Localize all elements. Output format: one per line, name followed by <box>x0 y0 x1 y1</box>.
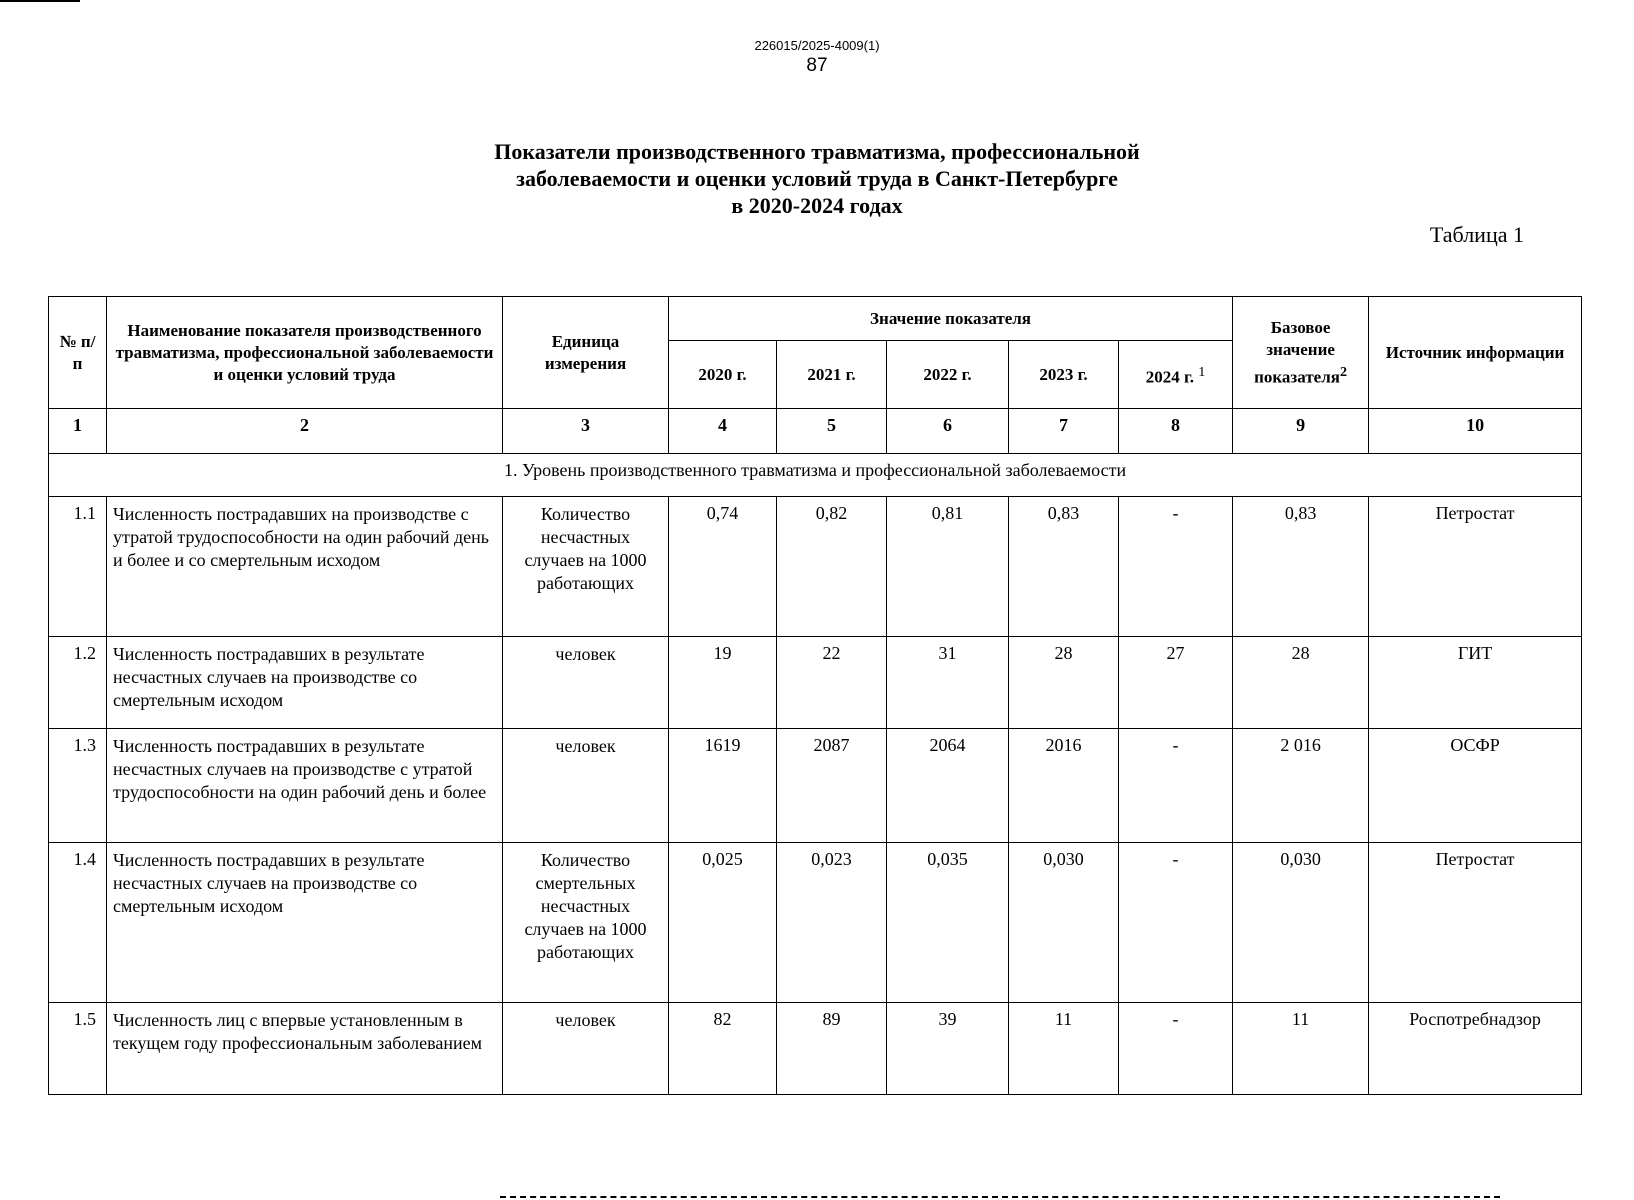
column-numbers-row <box>49 409 1582 454</box>
header-values-group: Значение показателя <box>669 297 1233 341</box>
row-value-2023: 2016 <box>1009 729 1119 843</box>
header-year-2022: 2022 г. <box>887 341 1009 409</box>
row-value-2024: 27 <box>1119 637 1233 729</box>
row-value-2021: 0,023 <box>777 843 887 1003</box>
row-source: Роспотребнадзор <box>1369 1003 1582 1095</box>
row-value-2022: 2064 <box>887 729 1009 843</box>
document-title <box>0 138 1634 219</box>
row-value-2023: 28 <box>1009 637 1119 729</box>
row-pp: 1.3 <box>49 729 107 843</box>
row-pp: 1.4 <box>49 843 107 1003</box>
row-value-2021: 0,82 <box>777 497 887 637</box>
row-indicator-name: Численность пострадавших в результате несчастных случаев на производстве со смертельным исходом <box>107 843 503 1003</box>
title-line-3: в 2020-2024 годах <box>731 193 903 218</box>
row-value-2022: 39 <box>887 1003 1009 1095</box>
row-value-2022: 0,81 <box>887 497 1009 637</box>
row-unit: Количество несчастных случаев на 1000 работающих <box>503 497 669 637</box>
page-bottom-divider <box>500 1196 1500 1200</box>
row-source: ОСФР <box>1369 729 1582 843</box>
row-indicator-name: Численность пострадавших на производстве с утратой трудоспособности на один рабочий день и более и со смертельным исходом <box>107 497 503 637</box>
row-value-2023: 11 <box>1009 1003 1119 1095</box>
column-number: 8 <box>1119 409 1233 454</box>
row-base-value: 2 016 <box>1233 729 1369 843</box>
column-number: 2 <box>107 409 503 454</box>
row-pp: 1.1 <box>49 497 107 637</box>
document-registration-number: 226015/2025-4009(1) <box>754 38 880 53</box>
row-pp: 1.2 <box>49 637 107 729</box>
row-source: Петростат <box>1369 843 1582 1003</box>
row-value-2020: 0,025 <box>669 843 777 1003</box>
table-label: Таблица 1 <box>1429 222 1524 247</box>
row-value-2022: 0,035 <box>887 843 1009 1003</box>
row-base-value: 0,030 <box>1233 843 1369 1003</box>
section-title: 1. Уровень производственного травматизма и профессиональной заболеваемости <box>49 454 1582 497</box>
column-number: 1 <box>49 409 107 454</box>
row-value-2024: - <box>1119 497 1233 637</box>
table-row <box>49 637 1582 729</box>
scan-edge-mark <box>0 0 80 2</box>
header-year-2024 <box>1119 341 1233 409</box>
row-indicator-name: Численность лиц с впервые установленным в текущем году профессиональным заболеванием <box>107 1003 503 1095</box>
row-value-2024: - <box>1119 729 1233 843</box>
row-pp: 1.5 <box>49 1003 107 1095</box>
indicators-table <box>48 296 1582 1095</box>
row-unit: Количество смертельных несчастных случаев на 1000 работающих <box>503 843 669 1003</box>
row-base-value: 11 <box>1233 1003 1369 1095</box>
table-row <box>49 729 1582 843</box>
header-base-value <box>1233 297 1369 409</box>
table-row <box>49 1003 1582 1095</box>
row-unit: человек <box>503 729 669 843</box>
row-base-value: 28 <box>1233 637 1369 729</box>
column-number: 10 <box>1369 409 1582 454</box>
row-value-2020: 82 <box>669 1003 777 1095</box>
title-line-1: Показатели производственного травматизма, профессиональной <box>494 139 1140 164</box>
row-source: ГИТ <box>1369 637 1582 729</box>
row-value-2022: 31 <box>887 637 1009 729</box>
row-unit: человек <box>503 1003 669 1095</box>
header-year-2023: 2023 г. <box>1009 341 1119 409</box>
row-indicator-name: Численность пострадавших в результате несчастных случаев на производстве с утратой трудоспособности на один рабочий день и более <box>107 729 503 843</box>
row-source: Петростат <box>1369 497 1582 637</box>
row-value-2024: - <box>1119 1003 1233 1095</box>
header-indicator-name: Наименование показателя производственного травматизма, профессиональной заболеваемости и оценки условий труда <box>107 297 503 409</box>
column-number: 7 <box>1009 409 1119 454</box>
table-row <box>49 843 1582 1003</box>
header-base-footnote: 2 <box>1339 363 1348 380</box>
header-source: Источник информации <box>1369 297 1582 409</box>
header-base-text: Базовое значение показателя <box>1254 317 1340 387</box>
row-value-2023: 0,030 <box>1009 843 1119 1003</box>
header-unit: Единица измерения <box>503 297 669 409</box>
row-value-2021: 2087 <box>777 729 887 843</box>
header-year-2020: 2020 г. <box>669 341 777 409</box>
column-number: 4 <box>669 409 777 454</box>
column-number: 3 <box>503 409 669 454</box>
header-year-2024-text: 2024 г. <box>1145 367 1195 387</box>
table-row <box>49 497 1582 637</box>
row-value-2024: - <box>1119 843 1233 1003</box>
row-value-2021: 22 <box>777 637 887 729</box>
page-number: 87 <box>806 55 828 76</box>
header-year-2024-footnote: 1 <box>1198 363 1206 380</box>
row-value-2020: 1619 <box>669 729 777 843</box>
column-number: 6 <box>887 409 1009 454</box>
row-value-2020: 19 <box>669 637 777 729</box>
section-row <box>49 454 1582 497</box>
row-unit: человек <box>503 637 669 729</box>
header-year-2021: 2021 г. <box>777 341 887 409</box>
row-value-2021: 89 <box>777 1003 887 1095</box>
row-value-2020: 0,74 <box>669 497 777 637</box>
row-base-value: 0,83 <box>1233 497 1369 637</box>
row-value-2023: 0,83 <box>1009 497 1119 637</box>
title-line-2: заболеваемости и оценки условий труда в Санкт-Петербурге <box>516 166 1118 191</box>
row-indicator-name: Численность пострадавших в результате несчастных случаев на производстве со смертельным исходом <box>107 637 503 729</box>
header-pp: № п/п <box>49 297 107 409</box>
column-number: 9 <box>1233 409 1369 454</box>
column-number: 5 <box>777 409 887 454</box>
